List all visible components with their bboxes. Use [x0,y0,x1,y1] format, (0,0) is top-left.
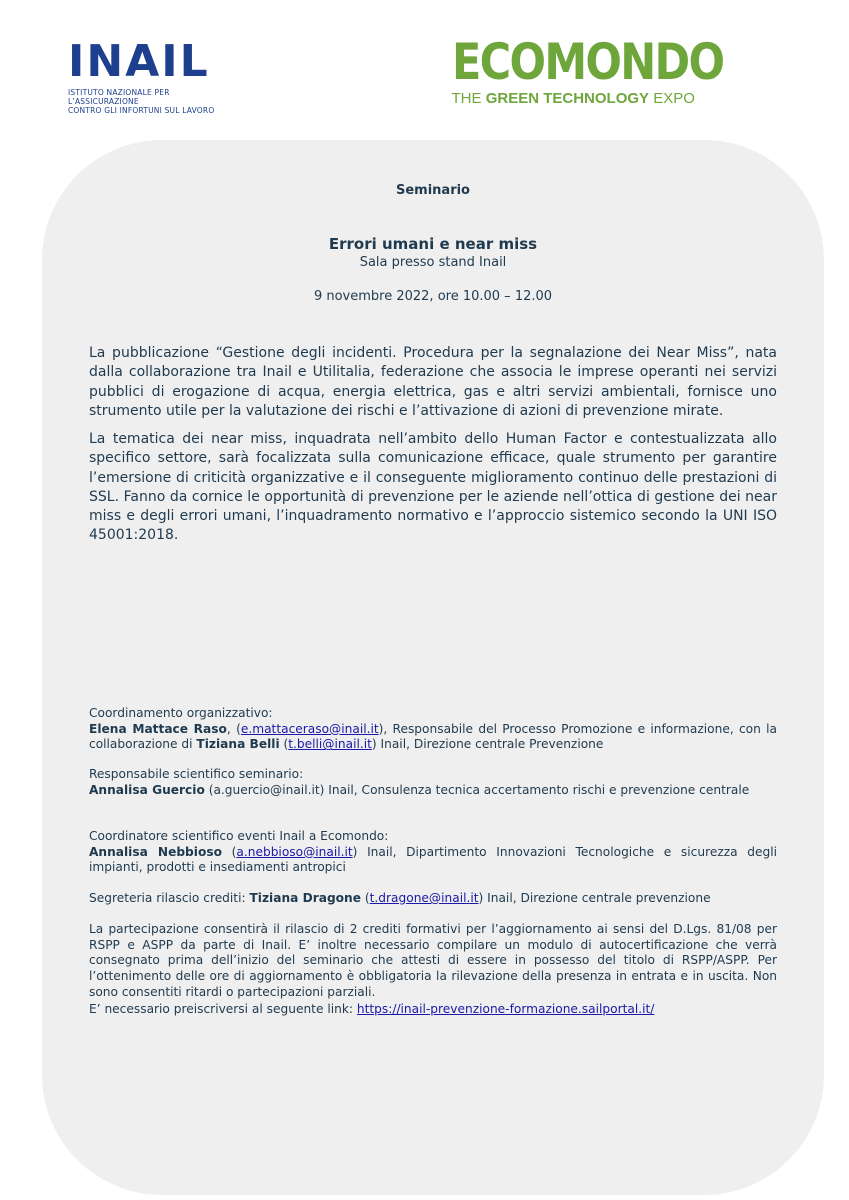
participation-info: La partecipazione consentirà il rilascio di 2 crediti formativi per l’aggiornamento ai sensi del D.Lgs. 81/08 per RSPP e ASPP da parte di Inail. E’ inoltre necessario compilare un modulo di autocertificazione che verrà consegnato prima dell’inizio del seminario che attesti di essere in possesso del titolo di RSPP/ASPP. Per l’ottenimento delle ore di aggiornamento è obbligatoria la rilevazione della presenza in entrata e in uscita. Non sono consentiti ritardi o partecipazioni parziali. [89,922,777,999]
description-paragraph-2: La tematica dei near miss, inquadrata nell’ambito dello Human Factor e contestualizzata allo specifico settore, sarà focalizzata sulla comunicazione efficace, quale strumento per garantire l’emersione di criticità organizzative e il conseguente miglioramento continuo delle prestazioni di SSL. Fanno da cornice le opportunità di prevenzione per le aziende nell’ottica di gestione dei near miss e degli errori umani, l’inquadramento normativo e l’approccio sistemico secondo la UNI ISO 45001:2018. [89,431,777,544]
secretariat-email-link[interactable]: t.dragone@inail.it [369,891,479,905]
inail-subtitle-line2: CONTRO GLI INFORTUNI SUL LAVORO [68,106,215,115]
events-name: Annalisa Nebbioso [89,844,222,859]
ecomondo-tag-post: EXPO [649,90,695,107]
event-title: Errori umani e near miss [328,235,538,253]
events-details: ) Inail, Dipartimento Innovazioni Tecnologiche e sicurezza degli impianti, prodotti e insediamenti antropici [89,844,777,875]
scientific-name: Annalisa Guercio [89,782,205,797]
collaborator-pre: ( [279,737,289,752]
inail-subtitle-line1: ISTITUTO NAZIONALE PER L’ASSICURAZIONE [68,88,170,106]
events-pre: ( [221,844,237,859]
secretariat-pre: ( [361,891,370,905]
registration-link[interactable]: https://inail-prevenzione-formazione.sailportal.it/ [356,1002,655,1016]
scientific-heading: Responsabile scientifico seminario: [89,767,304,781]
secretariat-label: Segreteria rilascio crediti: [89,891,250,905]
registration-line [89,1002,777,1018]
ecomondo-logo-word: ECOMONDO [451,33,723,91]
coordinator-email-link[interactable]: e.mattaceraso@inail.it [240,721,379,736]
collaborator-name: Tiziana Belli [196,737,280,752]
description-paragraph-1: La pubblicazione “Gestione degli incidenti. Procedura per la segnalazione dei Near Miss”, nata dalla collaborazione tra Inail e Utilitalia, federazione che associa le imprese operanti nei servizi pubblici di erogazione di acqua, energia elettrica, gas e altri servizi ambientali, fornisce uno strumento utile per la valutazione dei rischi e l’attivazione di azioni di prevenzione mirate. [89,345,777,419]
inail-logo-word: INAIL [68,36,210,87]
secretariat-details: ) Inail, Direzione centrale prevenzione [478,891,711,905]
events-email-link[interactable]: a.nebbioso@inail.it [236,844,353,859]
inail-logo-subtitle [68,88,238,115]
coordinator-role: ), Responsabile del Processo Promozione e informazione, con la collaborazione di [89,721,777,752]
event-date: 9 novembre 2022, ore 10.00 – 12.00 [313,289,553,304]
collaborator-email-link[interactable]: t.belli@inail.it [288,737,372,752]
ecomondo-tag-bold: GREEN TECHNOLOGY [485,90,650,107]
coordinator-pre: , ( [226,721,241,736]
inail-logo [68,36,238,115]
ecomondo-logo [452,34,767,107]
event-venue: Sala presso stand Inail [359,255,507,270]
events-heading: Coordinatore scientifico eventi Inail a Ecomondo: [89,829,389,843]
ecomondo-tag-pre: THE [451,90,486,107]
coordinator-name: Elena Mattace Raso [89,721,227,736]
organizational-coordination [89,706,777,753]
scientific-details: (a.guercio@inail.it) Inail, Consulenza tecnica accertamento rischi e prevenzione centrale [204,782,750,797]
collaborator-role: ) Inail, Direzione centrale Prevenzione [371,737,604,752]
scientific-responsible [89,767,777,798]
event-kind: Seminario [395,183,470,198]
registration-label: E’ necessario preiscriversi al seguente link: [89,1002,357,1016]
coordination-heading: Coordinamento organizzativo: [89,706,273,720]
ecomondo-tagline [452,91,767,107]
events-coordinator [89,829,777,876]
secretariat [89,891,777,907]
secretariat-name: Tiziana Dragone [249,891,361,905]
